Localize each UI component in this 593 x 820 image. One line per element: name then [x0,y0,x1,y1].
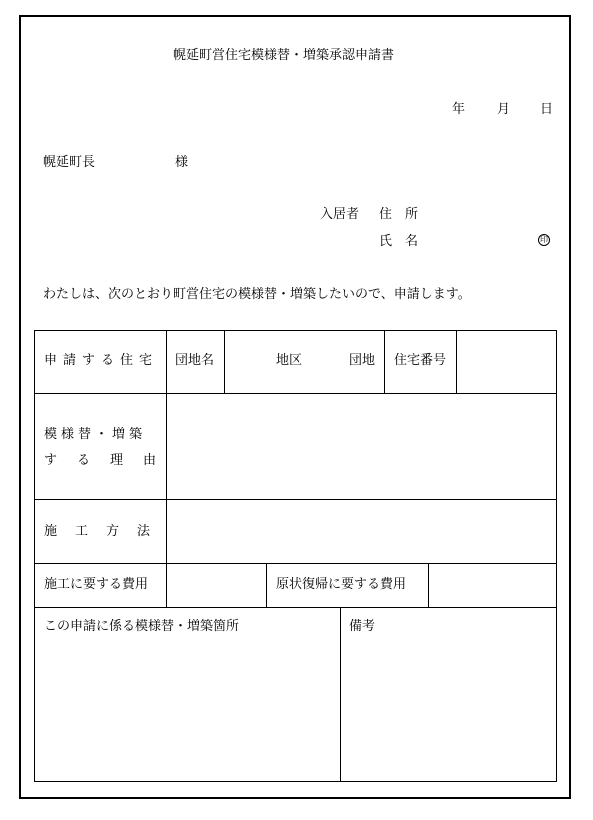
form-title: 幌延町営住宅模様替・増築承認申請書 [173,48,395,63]
date-day-label: 日 [540,102,554,117]
row-divider [35,607,556,608]
applicant-role-label: 入居者 [320,207,360,222]
date-year-label: 年 [452,102,466,117]
application-table [34,330,557,782]
construction-cost-field[interactable] [167,564,266,607]
applicant-address-label: 住 所 [379,207,419,222]
date-month-label: 月 [497,102,511,117]
district-label: 地区 [276,353,303,368]
restoration-cost-field[interactable] [429,564,556,607]
col-divider [224,331,225,393]
housing-number-field[interactable] [457,331,556,393]
danchi-label: 団地 [349,353,376,368]
method-label: 施工方法 [44,524,169,539]
housing-number-label: 住宅番号 [394,353,447,368]
remarks-label: 備考 [349,619,376,634]
applicant-name-label: 氏 名 [379,234,419,249]
col-divider [166,331,167,393]
addressee-name: 幌延町長 [43,155,96,170]
danchi-name-label: 団地名 [175,353,215,368]
reason-label-line1: 模様替・増築 [44,427,147,442]
seal-icon: 印 [540,235,548,244]
construction-cost-label: 施工に要する費用 [44,577,149,592]
addressee-honorific: 様 [175,155,189,170]
remarks-field[interactable] [341,637,556,781]
col-divider [266,563,267,607]
restoration-cost-label: 原状復帰に要する費用 [276,577,407,592]
application-statement: わたしは、次のとおり町営住宅の模様替・増築したいので、申請します。 [43,287,471,302]
reason-label-line2: する理由 [44,453,177,468]
method-field[interactable] [167,500,556,563]
housing-label: 申請する住宅 [44,353,159,368]
location-label: この申請に係る模様替・増築箇所 [44,619,240,634]
reason-field[interactable] [167,394,556,499]
location-field[interactable] [35,637,340,781]
col-divider [384,331,385,393]
